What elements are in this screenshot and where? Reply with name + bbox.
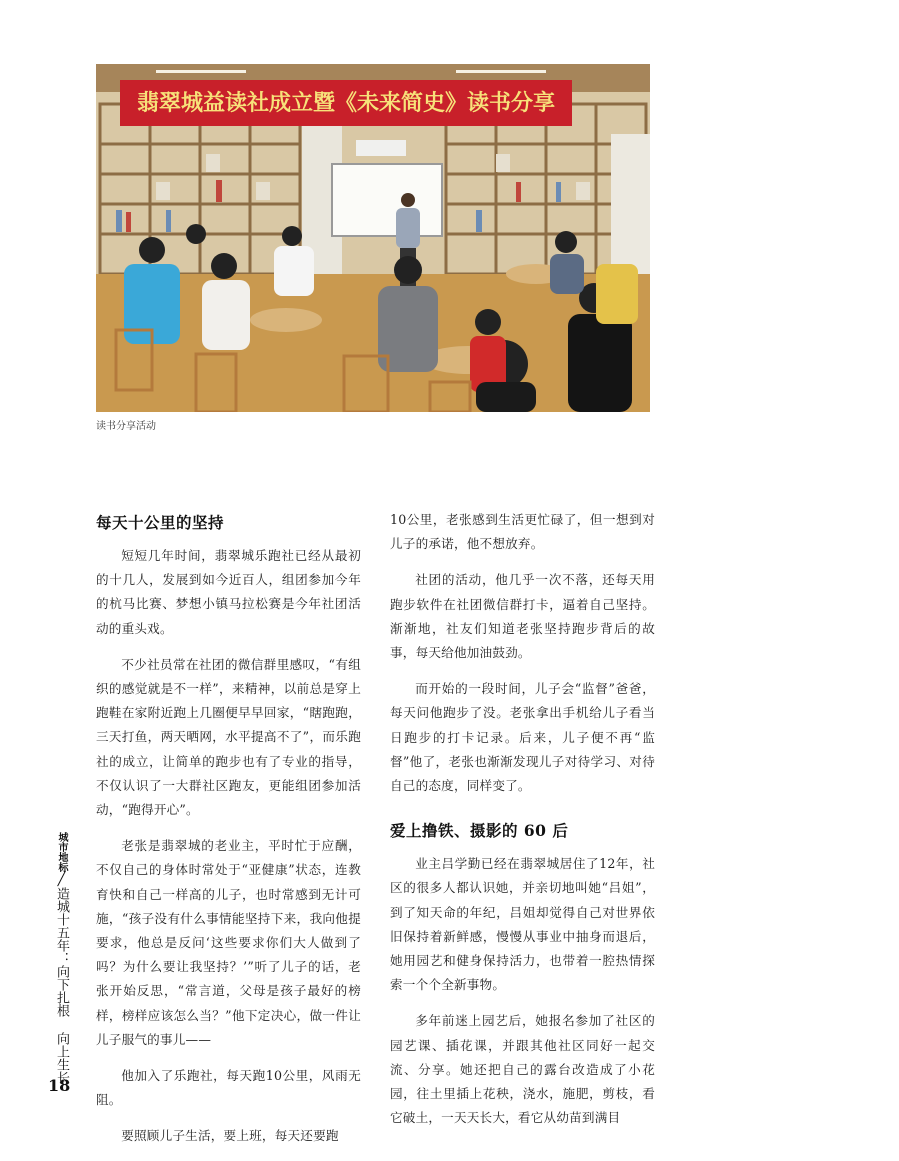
page-number: 18 [48,1076,71,1095]
running-header [52,832,70,1084]
event-photo [96,64,650,412]
photo-caption: 读书分享活动 [96,421,156,432]
paragraph: 不少社员常在社团的微信群里感叹，“有组织的感觉就是不一样”，来精神，以前总是穿上跑鞋在家附近跑上几圈便早早回家，“瞎跑跑，三天打鱼，两天晒网，水平提高不了”，而乐跑社的成立，让简单的跑步也有了专业的指导，不仅认识了一大群社区跑友，更能组团参加活动，“跑得开心”。 [96,656,361,818]
section-heading-running: 每天十公里的坚持 [96,513,225,532]
header-separator: ╱ [54,872,69,887]
right-column [390,508,655,1142]
paragraph: 业主吕学勤已经在翡翠城居住了12年，社区的很多人都认识她，并亲切地叫她“吕姐”，到了知天命的年纪，吕姐却觉得自己对世界依旧保持着新鲜感，慢慢从事业中抽身而退后，她用园艺和健身保持活力，也带着一腔热情探索一个个全新事物。 [390,856,655,993]
paragraph-continuation: 10公里，老张感到生活更忙碌了，但一想到对儿子的承诺，他不想放弃。 [390,512,655,552]
paragraph: 多年前迷上园艺后，她报名参加了社区的园艺课、插花课，并跟其他社区同好一起交流、分享。她还把自己的露台改造成了小花园，往土里插上花秧，浇水，施肥，剪枝，看它破土，一天天长大，看它从幼苗到满目 [390,1013,655,1126]
left-column [96,512,361,1161]
section-title: 造城十五年：向下扎根 向上生长 [54,887,69,1084]
paragraph: 要照顾儿子生活，要上班，每天还要跑 [121,1128,339,1144]
section-heading-hobbies: 爱上撸铁、摄影的 60 后 [390,821,569,841]
paragraph: 短短几年时间，翡翠城乐跑社已经从最初的十几人，发展到如今近百人，组团参加今年的杭马比赛、梦想小镇马拉松赛是今年社团活动的重头戏。 [96,548,361,636]
paragraph: 他加入了乐跑社，每天跑10公里，风雨无阻。 [96,1068,361,1108]
paragraph: 老张是翡翠城的老业主，平时忙于应酬，不仅自己的身体时常处于“亚健康”状态，连教育快和自己一样高的儿子，也时常感到无计可施，“孩子没有什么事情能坚持下来，我向他提要求，他总是反问‘这些要求你们大人做到了吗？为什么要让我坚持？’”听了儿子的话，老张开始反思，“常言道，父母是孩子最好的榜样，榜样应该怎么当？”他下定决心，做一件让儿子服气的事儿—— [96,838,361,1047]
event-photo-illustration [96,64,650,412]
paragraph: 而开始的一段时间，儿子会“监督”爸爸，每天问他跑步了没。老张拿出手机给儿子看当日跑步的打卡记录。后来，儿子便不再“监督”他了，老张也渐渐发现儿子对待学习、对待自己的态度，同样变了。 [390,681,655,794]
paragraph: 社团的活动，他几乎一次不落，还每天用跑步软件在社团微信群打卡，逼着自己坚持。渐渐地，社友们知道老张坚持跑步背后的故事，每天给他加油鼓劲。 [390,572,655,661]
banner-text: 翡翠城益读社成立暨《未来简史》读书分享 [136,91,556,116]
magazine-name: 城市地标 [56,832,67,872]
